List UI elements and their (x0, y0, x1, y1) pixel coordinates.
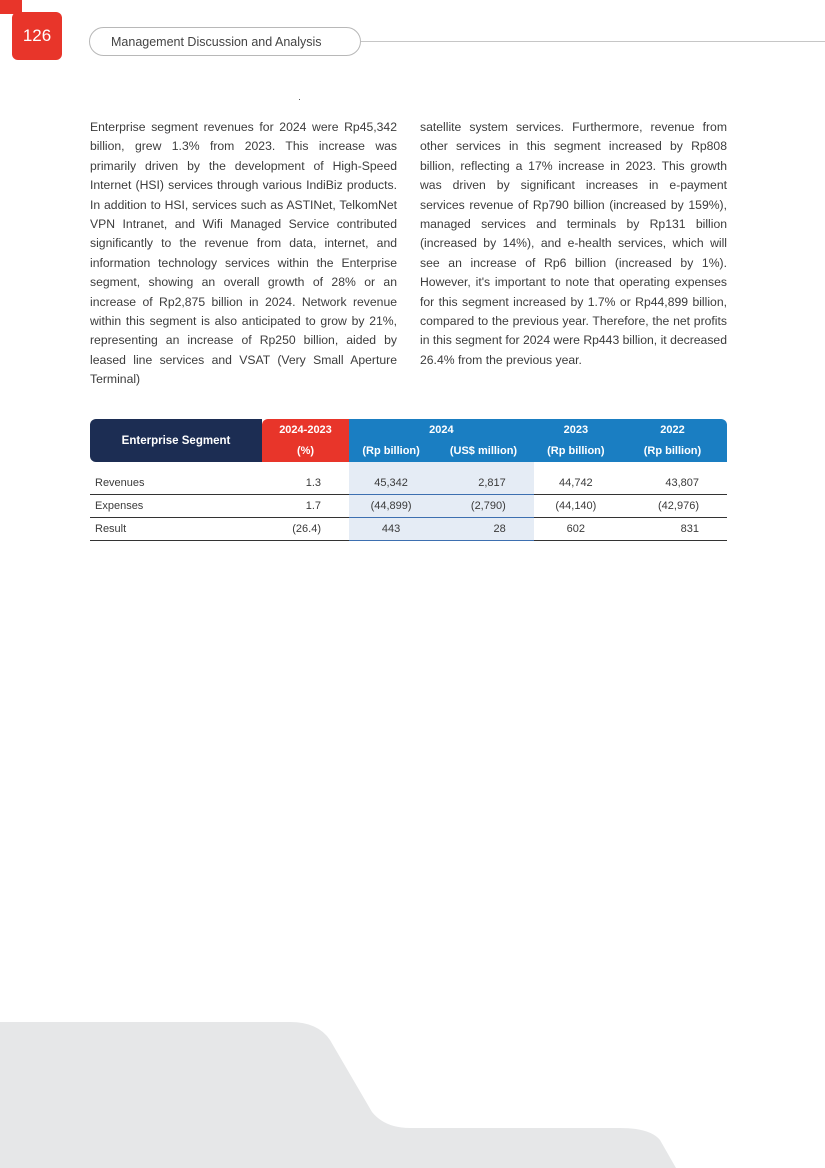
subheader-rp-2023: (Rp billion) (534, 440, 618, 462)
cell-pct: 1.7 (262, 495, 349, 518)
page-number: 126 (22, 26, 52, 45)
cell-rp-2022: (42,976) (618, 495, 727, 518)
section-title: Management Discussion and Analysis (111, 34, 322, 49)
page-number-badge (12, 12, 62, 60)
table-row (90, 518, 727, 541)
stray-dot (299, 99, 300, 100)
cell-rp-2024: (44,899) (349, 495, 433, 518)
cell-rp-2023: (44,140) (534, 495, 618, 518)
subheader-rp-2022: (Rp billion) (618, 440, 727, 462)
header-2022: 2022 (618, 419, 727, 440)
cell-rp-2023: 602 (534, 518, 618, 541)
subheader-usd-2024: (US$ million) (433, 440, 534, 462)
footer-grey-band (0, 1022, 676, 1168)
cell-pct: (26.4) (262, 518, 349, 541)
cell-usd-2024: 28 (433, 518, 534, 541)
cell-usd-2024: (2,790) (433, 495, 534, 518)
cell-rp-2024: 443 (349, 518, 433, 541)
footer-decorative-shape (0, 1000, 825, 1168)
header-2024-2023: 2024-2023 (262, 419, 349, 440)
cell-rp-2024: 45,342 (349, 472, 433, 495)
subheader-rp-2024: (Rp billion) (349, 440, 433, 462)
header-divider (361, 41, 825, 42)
enterprise-segment-table (90, 419, 727, 541)
header-2023: 2023 (534, 419, 618, 440)
cell-rp-2022: 831 (618, 518, 727, 541)
cell-rp-2022: 43,807 (618, 472, 727, 495)
row-label: Expenses (90, 495, 262, 518)
body-text-left-column: Enterprise segment revenues for 2024 were Rp45,342 billion, grew 1.3% from 2023. This increase was primarily driven by the development of High-Speed Internet (HSI) services through various IndiBiz products. In addition to HSI, services such as ASTINet, TelkomNet VPN Intranet, and Wifi Managed Service contributed significantly to the revenue from data, internet, and information technology services within the Enterprise segment, showing an overall growth of 28% or an increase of Rp2,875 billion in 2024. Network revenue within this segment is also anticipated to grow by 21%, representing an increase of Rp250 billion, aided by leased line services and VSAT (Very Small Aperture Terminal) (90, 120, 397, 387)
header-2024: 2024 (349, 419, 534, 440)
cell-rp-2023: 44,742 (534, 472, 618, 495)
row-label: Revenues (90, 472, 262, 495)
cell-pct: 1.3 (262, 472, 349, 495)
row-label: Result (90, 518, 262, 541)
table-title: Enterprise Segment (90, 419, 262, 462)
section-title-pill (89, 27, 361, 56)
subheader-pct: (%) (262, 440, 349, 462)
table-row (90, 472, 727, 495)
table-row (90, 495, 727, 518)
body-text-right-column: satellite system services. Furthermore, revenue from other services in this segment increased by Rp808 billion, reflecting a 17% increase in 2023. This growth was driven by significant increases in e-payment services revenue of Rp790 billion (increased by 159%), managed services and terminals by Rp131 billion (increased by 14%), and e-health services, which will see an increase of Rp6 billion (increased by 1%). However, it's important to note that operating expenses for this segment increased by 1.7% or Rp44,899 billion, compared to the previous year. Therefore, the net profits in this segment for 2024 were Rp443 billion, it decreased 26.4% from the previous year. (420, 120, 727, 367)
cell-usd-2024: 2,817 (433, 472, 534, 495)
